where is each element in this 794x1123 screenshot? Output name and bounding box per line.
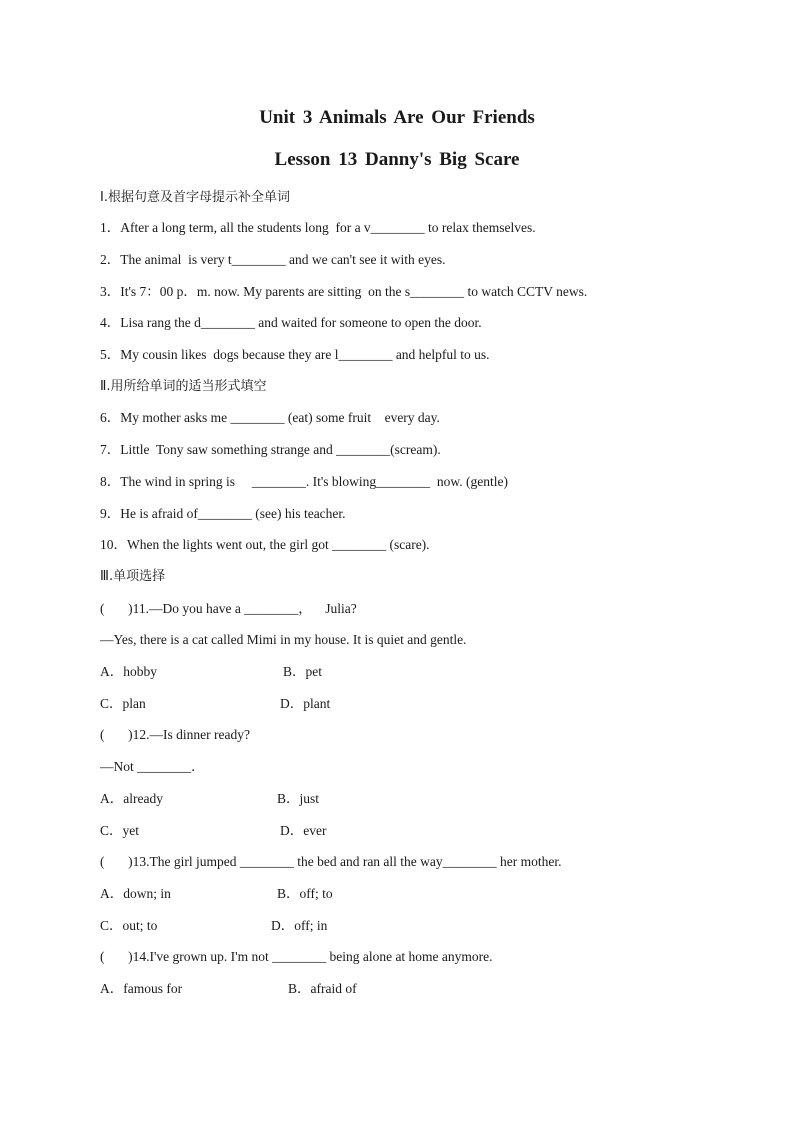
question-4: 4．Lisa rang the d________ and waited for someone to open the door. bbox=[100, 315, 482, 330]
question-13-option-c: C．out; to bbox=[100, 918, 158, 933]
question-1: 1．After a long term, all the students long for a v________ to relax themselves. bbox=[100, 220, 536, 235]
question-12-option-d: D．ever bbox=[280, 823, 327, 838]
section-1-heading: Ⅰ.根据句意及首字母提示补全单词 bbox=[100, 190, 290, 205]
question-11-option-b: B．pet bbox=[283, 664, 322, 679]
question-11-option-a: A．hobby bbox=[100, 664, 157, 679]
question-14-stem: ( )14.I've grown up. I'm not ________ being alone at home anymore. bbox=[100, 949, 493, 964]
lesson-title: Lesson 13 Danny's Big Scare bbox=[274, 149, 520, 170]
question-14-option-b: B．afraid of bbox=[288, 981, 357, 996]
question-8: 8．The wind in spring is ________. It's blowing________ now. (gentle) bbox=[100, 474, 509, 489]
question-2: 2．The animal is very t________ and we can't see it with eyes. bbox=[100, 252, 446, 267]
question-14-option-a: A．famous for bbox=[100, 981, 183, 996]
question-10: 10．When the lights went out, the girl got ________ (scare). bbox=[100, 537, 430, 552]
unit-title: Unit 3 Animals Are Our Friends bbox=[259, 107, 535, 128]
section-2-heading: Ⅱ.用所给单词的适当形式填空 bbox=[100, 379, 267, 394]
question-12-option-b: B．just bbox=[277, 791, 320, 806]
section-3-heading: Ⅲ.单项选择 bbox=[100, 569, 166, 584]
question-12-option-a: A．already bbox=[100, 791, 163, 806]
question-11-stem: ( )11.—Do you have a ________， Julia? bbox=[100, 601, 357, 616]
question-13-option-a: A．down; in bbox=[100, 886, 171, 901]
question-6: 6．My mother asks me ________ (eat) some fruit every day. bbox=[100, 410, 440, 425]
question-5: 5．My cousin likes dogs because they are l________ and helpful to us. bbox=[100, 347, 490, 362]
question-11-option-c: C．plan bbox=[100, 696, 146, 711]
question-13-stem: ( )13.The girl jumped ________ the bed and ran all the way________ her mother. bbox=[100, 854, 562, 869]
question-13-option-d: D．off; in bbox=[271, 918, 328, 933]
question-12-option-c: C．yet bbox=[100, 823, 139, 838]
question-12-reply: —Not ________． bbox=[100, 759, 205, 774]
question-12-stem: ( )12.—Is dinner ready? bbox=[100, 727, 250, 742]
question-11-option-d: D．plant bbox=[280, 696, 331, 711]
question-9: 9．He is afraid of________ (see) his teacher. bbox=[100, 506, 346, 521]
question-3: 3．It's 7：00 p．m. now. My parents are sitting on the s________ to watch CCTV news. bbox=[100, 284, 588, 299]
question-7: 7．Little Tony saw something strange and ________(scream). bbox=[100, 442, 441, 457]
question-11-reply: —Yes, there is a cat called Mimi in my house. It is quiet and gentle. bbox=[100, 632, 467, 647]
question-13-option-b: B．off; to bbox=[277, 886, 333, 901]
